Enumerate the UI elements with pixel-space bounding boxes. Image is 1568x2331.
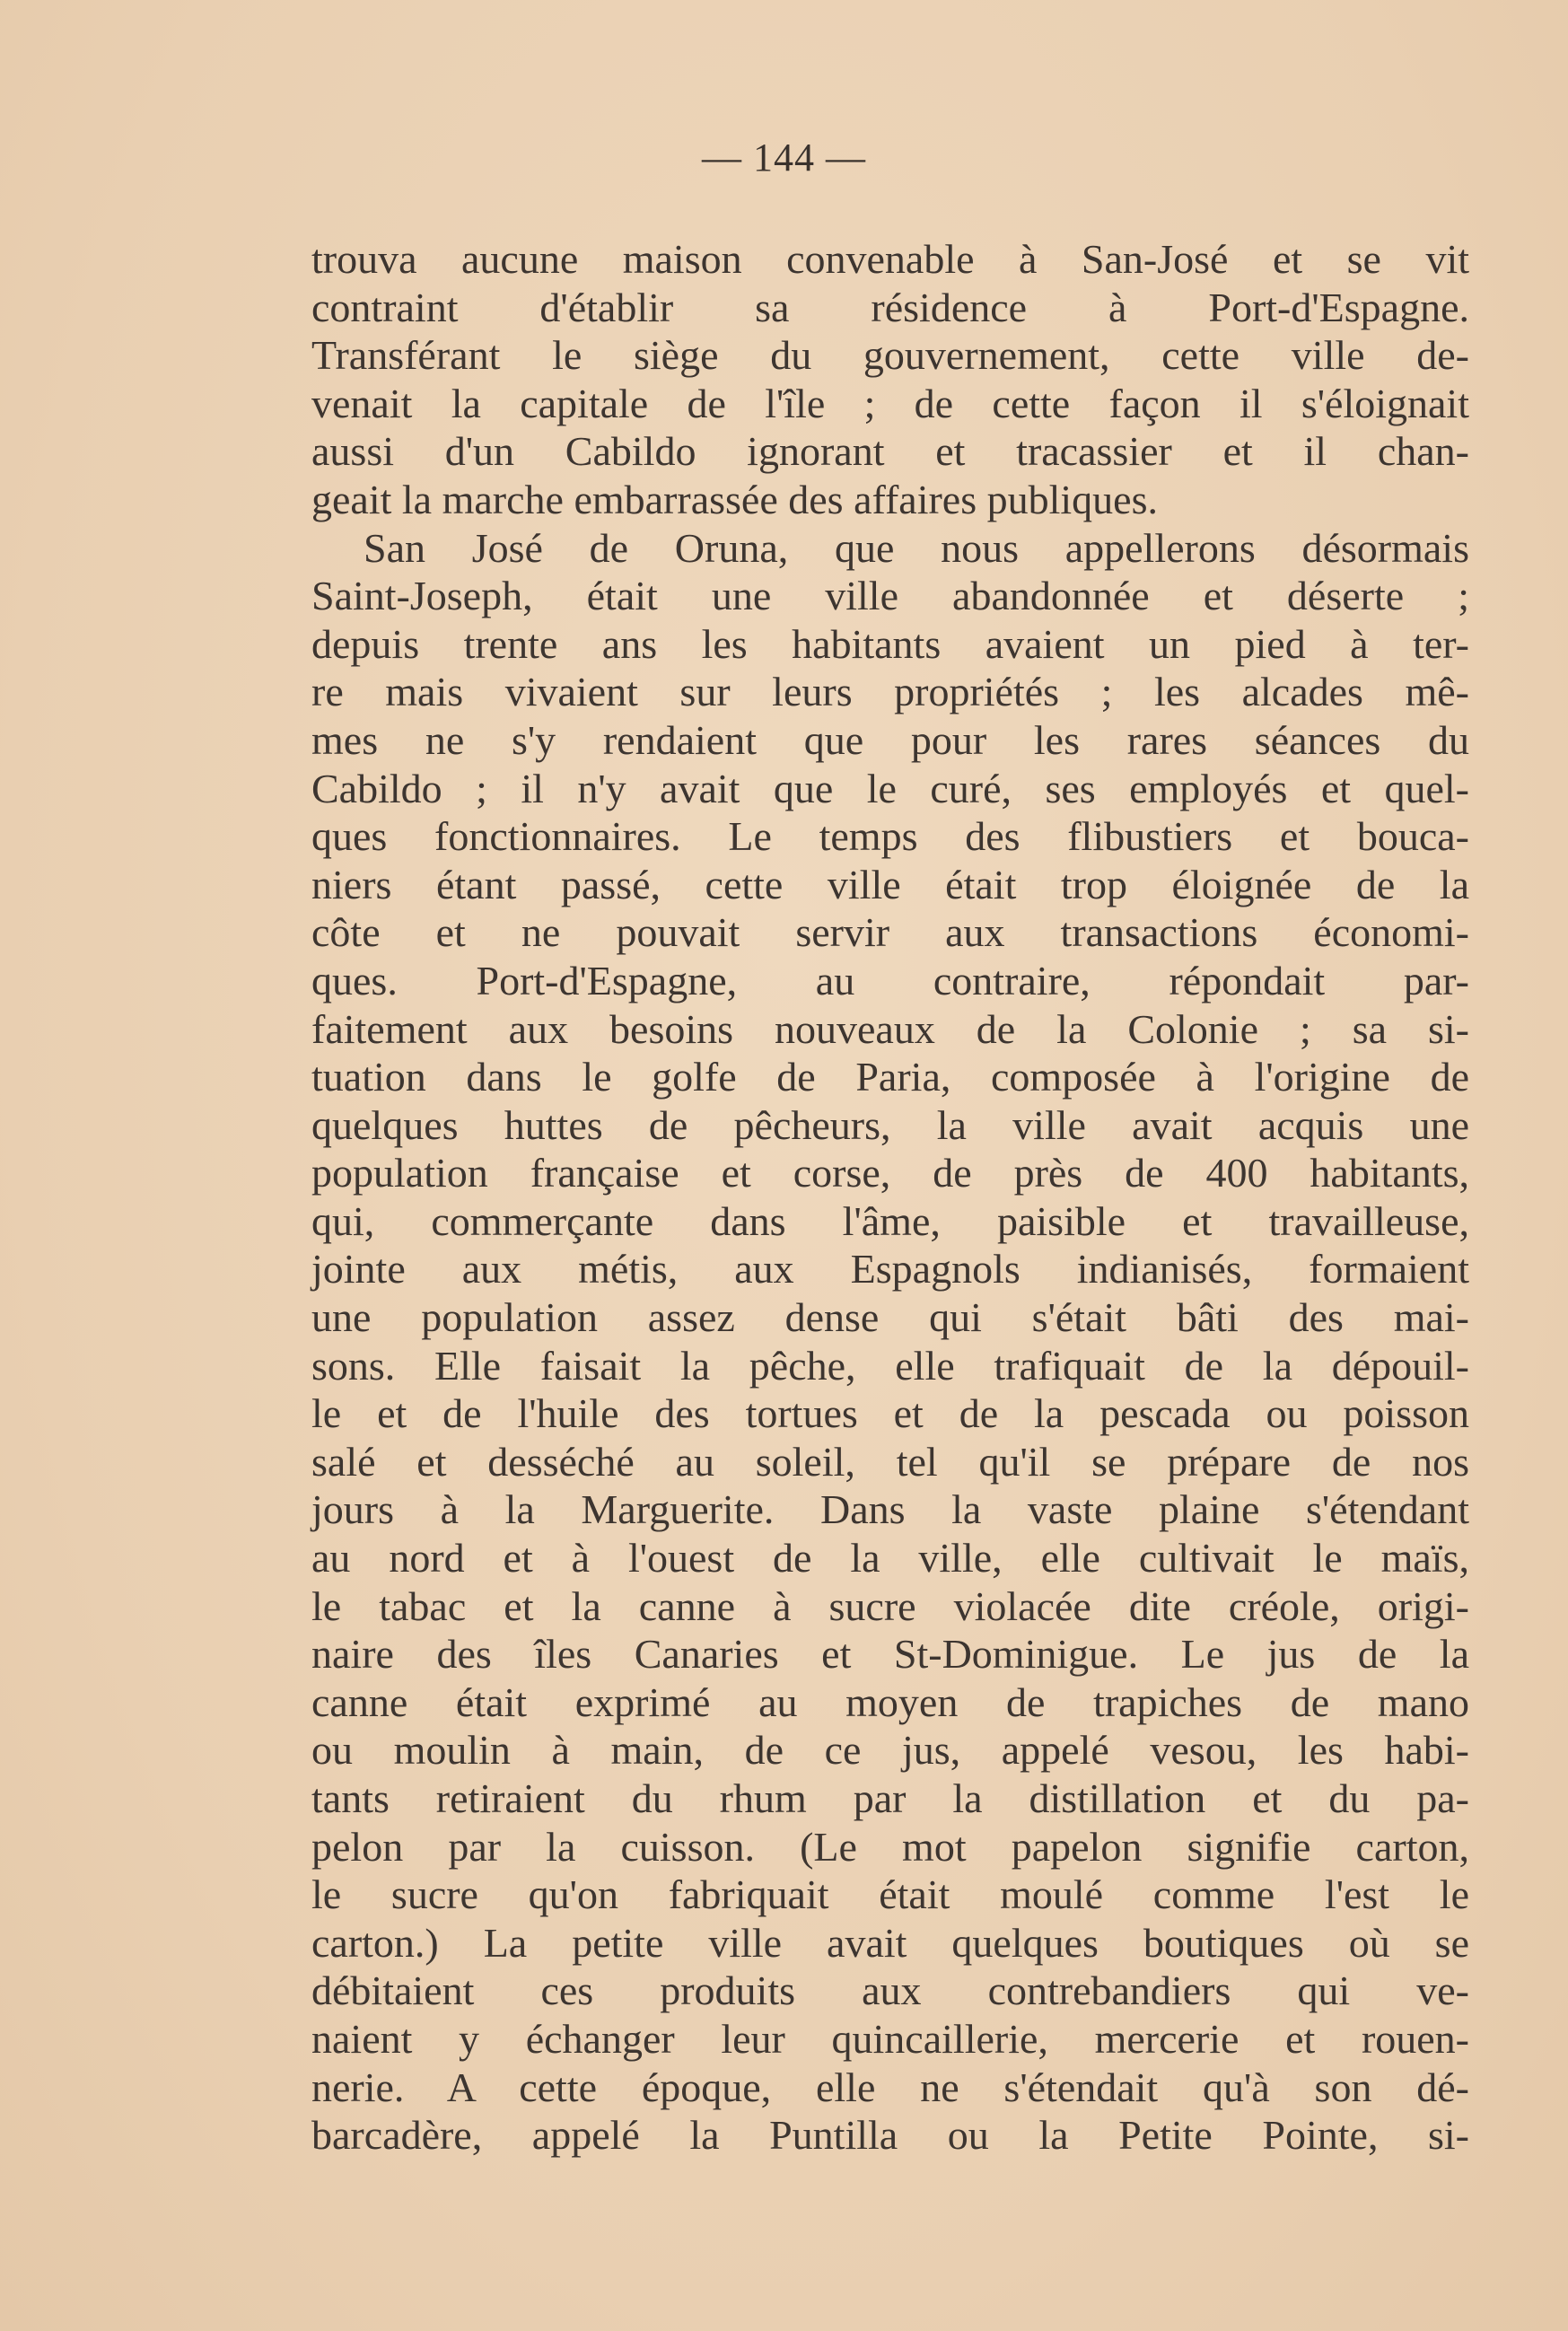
text-line: salé et desséché au soleil, tel qu'il se prépare de nos xyxy=(311,1438,1469,1485)
text-line: geait la marche embarrassée des affaires publiques. xyxy=(311,476,1158,522)
page-number: — 144 — xyxy=(702,136,866,180)
text-line: depuis trente ans les habitants avaient un pied à ter- xyxy=(311,620,1469,667)
text-line: Transférant le siège du gouvernement, cette ville de- xyxy=(311,332,1469,379)
text-line: tuation dans le golfe de Paria, composée à l'origine de xyxy=(311,1054,1469,1100)
text-line: ou moulin à main, de ce jus, appelé vesou, les habi- xyxy=(311,1727,1469,1774)
text-line: contraint d'établir sa résidence à Port-d'Espagne. xyxy=(311,284,1469,330)
text-line: ques. Port-d'Espagne, au contraire, répondait par- xyxy=(311,957,1469,1003)
text-line: aussi d'un Cabildo ignorant et tracassier et il chan- xyxy=(311,428,1469,475)
text-line: canne était exprimé au moyen de trapiches de mano xyxy=(311,1678,1469,1725)
text-line: le tabac et la canne à sucre violacée dite créole, origi- xyxy=(311,1582,1469,1629)
text-line: sons. Elle faisait la pêche, elle trafiquait de la dépouil- xyxy=(311,1342,1469,1389)
text-line: débitaient ces produits aux contrebandiers qui ve- xyxy=(311,1967,1469,2014)
text-line: carton.) La petite ville avait quelques boutiques où se xyxy=(311,1919,1469,1966)
text-line: naire des îles Canaries et St-Dominigue. Le jus de la xyxy=(311,1631,1469,1678)
text-line: San José de Oruna, que nous appellerons désormais xyxy=(364,524,1469,571)
text-line: côte et ne pouvait servir aux transactions économi- xyxy=(311,909,1469,956)
text-line: Cabildo ; il n'y avait que le curé, ses employés et quel- xyxy=(311,765,1469,811)
text-line: venait la capitale de l'île ; de cette façon il s'éloignait xyxy=(311,380,1469,426)
text-line: jointe aux métis, aux Espagnols indianisés, formaient xyxy=(311,1246,1469,1293)
text-line: tants retiraient du rhum par la distillation et du pa- xyxy=(311,1775,1469,1821)
text-line: une population assez dense qui s'était bâti des mai- xyxy=(311,1294,1469,1341)
text-line: nerie. A cette époque, elle ne s'étendait qu'à son dé- xyxy=(311,2064,1469,2110)
text-line: qui, commerçante dans l'âme, paisible et travailleuse, xyxy=(311,1197,1469,1244)
text-line: re mais vivaient sur leurs propriétés ; les alcades mê- xyxy=(311,669,1469,715)
text-line: trouva aucune maison convenable à San-José et se vit xyxy=(311,236,1469,282)
text-line: quelques huttes de pêcheurs, la ville avait acquis une xyxy=(311,1101,1469,1148)
text-line: niers étant passé, cette ville était trop éloignée de la xyxy=(311,861,1469,907)
text-line: mes ne s'y rendaient que pour les rares séances du xyxy=(311,716,1469,763)
text-line: pelon par la cuisson. (Le mot papelon signifie carton, xyxy=(311,1823,1469,1870)
text-line: population française et corse, de près de 400 habitants, xyxy=(311,1150,1469,1196)
text-line: ques fonctionnaires. Le temps des flibustiers et bouca- xyxy=(311,813,1469,860)
text-line: au nord et à l'ouest de la ville, elle cultivait le maïs, xyxy=(311,1535,1469,1582)
body-text xyxy=(311,235,1469,2160)
text-line: Saint-Joseph, était une ville abandonnée et déserte ; xyxy=(311,573,1469,619)
text-line: barcadère, appelé la Puntilla ou la Petite Pointe, si- xyxy=(311,2112,1469,2159)
text-line: faitement aux besoins nouveaux de la Colonie ; sa si- xyxy=(311,1005,1469,1052)
text-line: jours à la Marguerite. Dans la vaste plaine s'étendant xyxy=(311,1486,1469,1533)
text-line: naient y échanger leur quincaillerie, mercerie et rouen- xyxy=(311,2015,1469,2062)
text-line: le et de l'huile des tortues et de la pescada ou poisson xyxy=(311,1390,1469,1437)
text-line: le sucre qu'on fabriquait était moulé comme l'est le xyxy=(311,1871,1469,1918)
